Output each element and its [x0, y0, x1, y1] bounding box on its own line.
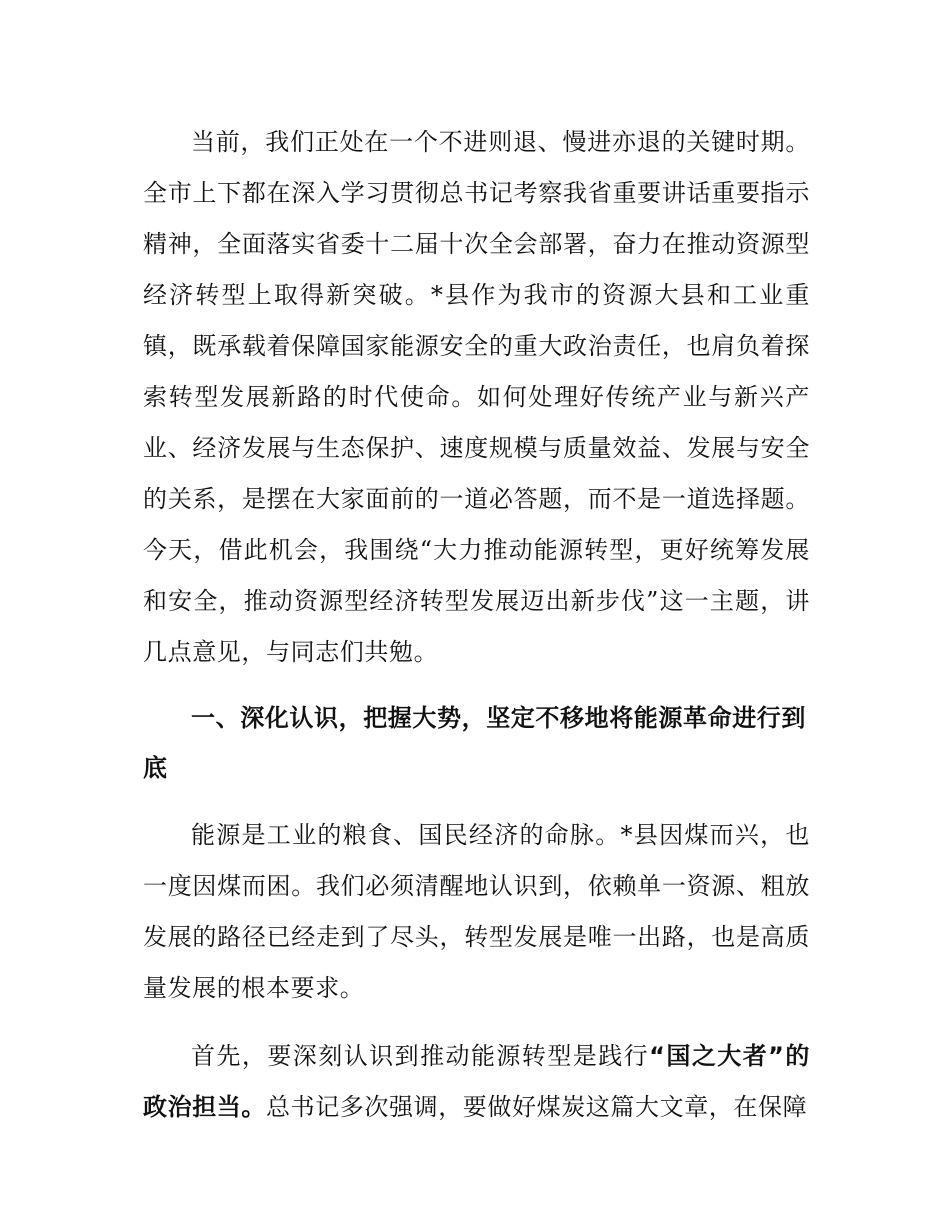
paragraph-first-point	[143, 1031, 810, 1133]
first-point-prefix: 首先，要深刻认识到推动能源转型是践行	[191, 1042, 650, 1070]
first-point-bold-phrase: “国之大者”的政治担当。	[143, 1042, 810, 1121]
intro-paragraph: 当前，我们正处在一个不进则退、慢进亦退的关键时期。全市上下都在深入学习贯彻总书记考察我省重要讲话重要指示精神，全面落实省委十二届十次全会部署，奋力在推动资源型经济转型上取得新突破。*县作为我市的资源大县和工业重镇，既承载着保障国家能源安全的重大政治责任，也肩负着探索转型发展新路的时代使命。如何处理好传统产业与新兴产业、经济发展与生态保护、速度规模与质量效益、发展与安全的关系，是摆在大家面前的一道必答题，而不是一道选择题。今天，借此机会，我围绕“大力推动能源转型，更好统筹发展和安全，推动资源型经济转型发展迈出新步伐”这一主题，讲几点意见，与同志们共勉。	[143, 128, 810, 666]
first-point-rest: 总书记多次强调，要做好煤炭这篇大文章，在保障	[266, 1093, 808, 1121]
section-heading-1: 一、深化认识，把握大势，坚定不移地将能源革命进行到底	[143, 704, 806, 782]
document-page	[143, 117, 810, 1133]
paragraph-energy: 能源是工业的粮食、国民经济的命脉。*县因煤而兴，也一度因煤而困。我们必须清醒地认识到，依赖单一资源、粗放发展的路径已经走到了尽头，转型发展是唯一出路，也是高质量发展的根本要求。	[143, 821, 810, 1002]
